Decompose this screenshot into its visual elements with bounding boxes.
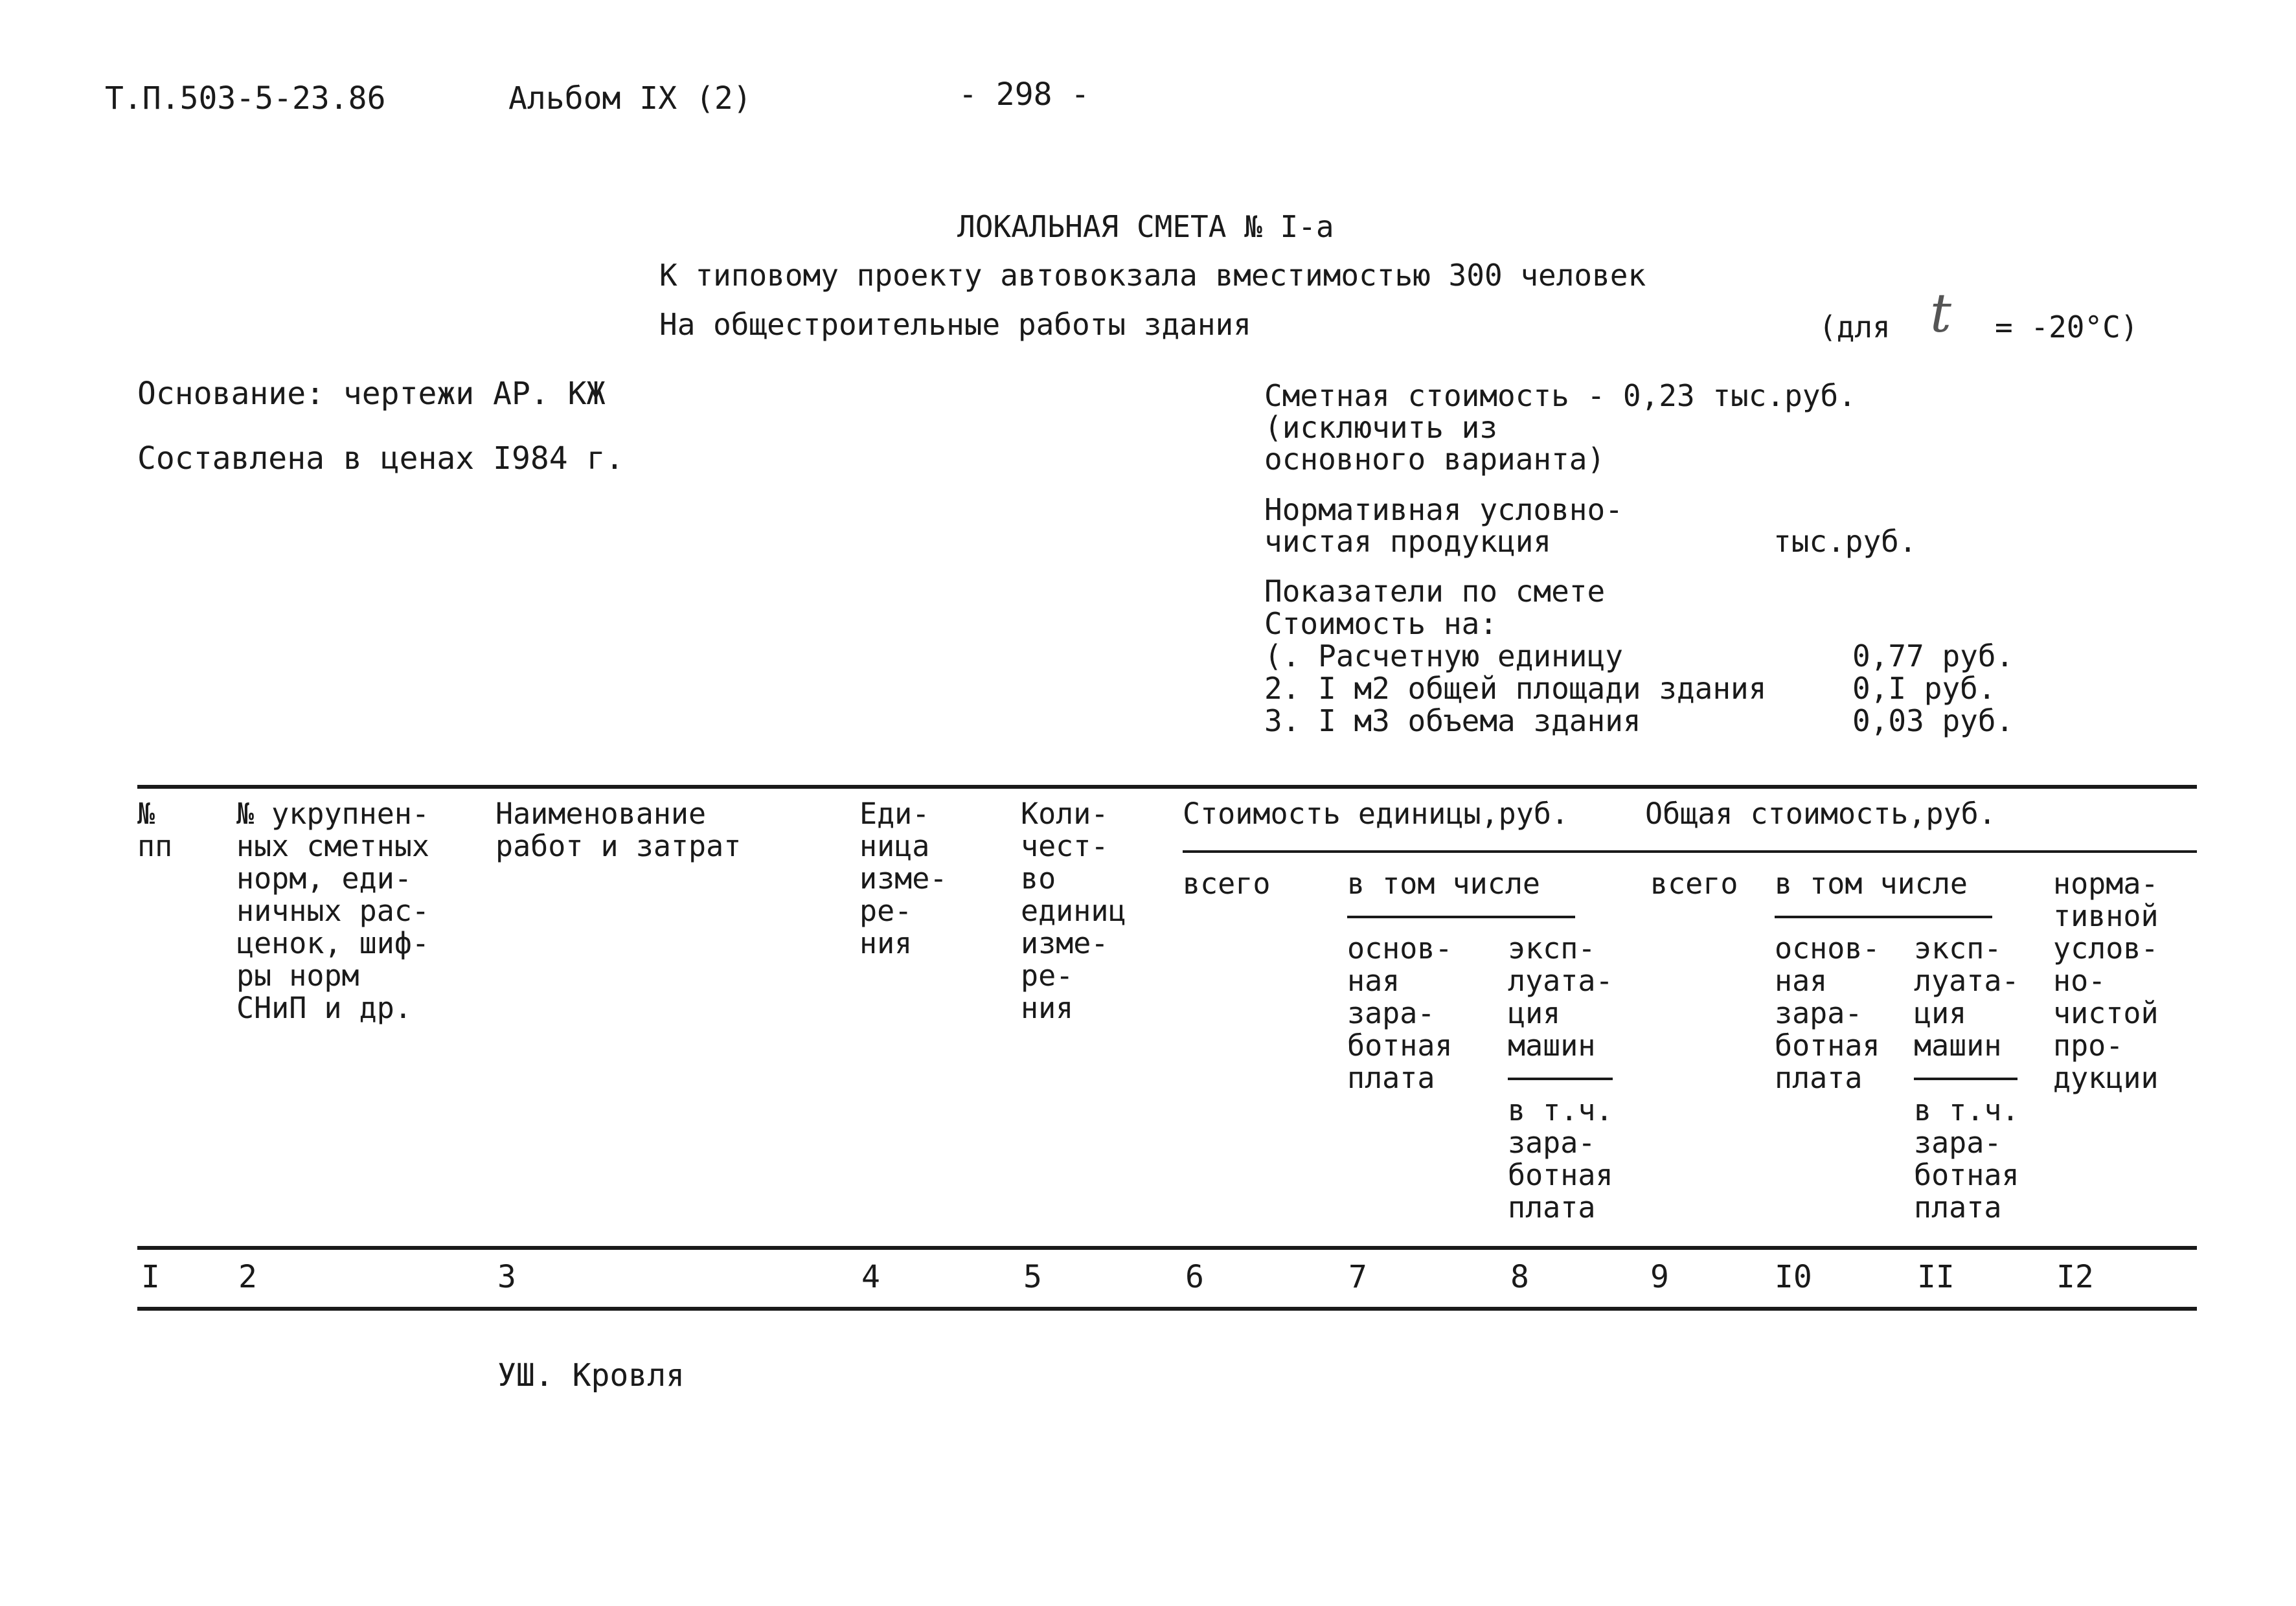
column-number: 4 — [861, 1259, 880, 1295]
header-unit-wage: основ- ная зара- ботная плата — [1347, 931, 1453, 1095]
header-unit-machine-wage: в т.ч. зара- ботная плата — [1508, 1093, 1613, 1225]
subgroup-rule-b — [1775, 916, 1992, 918]
column-number: 9 — [1650, 1259, 1669, 1295]
indicators-title: Показатели по смете — [1264, 574, 1606, 609]
subgroup-rule-a — [1347, 916, 1575, 918]
basis-drawings: Основание: чертежи АР. КЖ — [137, 376, 606, 412]
column-number: 8 — [1510, 1259, 1529, 1295]
header-total-total: всего — [1650, 866, 1738, 901]
column-number: 7 — [1348, 1259, 1367, 1295]
norm-product-label: Нормативная условно- — [1264, 492, 1623, 527]
header-unit-cost: Стоимость единицы,руб. — [1183, 797, 1569, 831]
column-number: I — [141, 1259, 160, 1295]
header-unit-total: всего — [1183, 866, 1271, 901]
estimate-cost-note-2: основного варианта) — [1264, 442, 1606, 477]
norm-product-unit: тыс.руб. — [1773, 524, 1917, 559]
project-subtitle: К типовому проекту автовокзала вместимостью 300 человек — [659, 258, 1646, 293]
machine-rule-b — [1914, 1078, 2018, 1080]
column-number: 6 — [1185, 1259, 1204, 1295]
machine-rule-a — [1508, 1078, 1613, 1080]
column-number: II — [1917, 1259, 1955, 1295]
estimate-cost: Сметная стоимость - 0,23 тыс.руб. — [1264, 378, 1856, 413]
cost-group-rule — [1183, 850, 2197, 853]
header-quantity: Коли- чест- во единиц изме- ре- ния — [1021, 797, 1126, 1025]
header-bottom-rule — [137, 1246, 2197, 1250]
works-subtitle: На общестроительные работы здания — [659, 307, 1251, 342]
column-number: I2 — [2056, 1259, 2094, 1295]
column-number: 2 — [238, 1259, 257, 1295]
table-bottom-rule — [137, 1307, 2197, 1311]
album-label: Альбом IX (2) — [508, 80, 752, 117]
header-normative-product: норма- тивной услов- но- чистой про- дукции — [2053, 866, 2159, 1095]
estimate-cost-note: (исключить из — [1264, 410, 1498, 445]
column-number: 3 — [497, 1259, 516, 1295]
indicator-3-value: 0,03 руб. — [1852, 703, 2014, 738]
indicator-1-value: 0,77 руб. — [1852, 639, 2014, 673]
page-number: - 298 - — [959, 76, 1090, 113]
norm-product-label-2: чистая продукция — [1264, 524, 1552, 559]
indicator-1-label: (. Расчетную единицу — [1264, 639, 1623, 673]
header-row-number: № пп — [137, 797, 173, 863]
estimate-title: ЛОКАЛЬНАЯ СМЕТА № I-а — [957, 209, 1334, 244]
header-total-machine-wage: в т.ч. зара- ботная плата — [1914, 1093, 2019, 1225]
indicator-3-label: 3. I м3 объема здания — [1264, 703, 1641, 738]
header-norm-code: № укрупнен- ных сметных норм, еди- ничных рас- ценок, шиф- ры норм СНиП и др. — [236, 797, 430, 1025]
header-total-wage: основ- ная зара- ботная плата — [1775, 931, 1880, 1095]
table-top-rule — [137, 785, 2197, 789]
header-unit: Еди- ница изме- ре- ния — [859, 797, 948, 960]
temperature-symbol: t — [1930, 283, 1951, 345]
section-title: УШ. Кровля — [497, 1357, 685, 1394]
indicators-subtitle: Стоимость на: — [1264, 606, 1498, 641]
header-work-name: Наименование работ и затрат — [495, 797, 742, 863]
header-total-cost: Общая стоимость,руб. — [1645, 797, 1996, 831]
header-total-including: в том числе — [1775, 866, 1968, 901]
basis-prices: Составлена в ценах I984 г. — [137, 440, 624, 477]
header-unit-machines: эксп- луата- ция машин — [1508, 931, 1613, 1063]
indicator-2-label: 2. I м2 общей площади здания — [1264, 671, 1767, 706]
temperature-value: = -20°С) — [1995, 310, 2139, 345]
temperature-prefix: (для — [1819, 310, 1891, 345]
header-unit-including: в том числе — [1347, 866, 1541, 901]
indicator-2-value: 0,I руб. — [1852, 671, 1996, 706]
header-total-machines: эксп- луата- ция машин — [1914, 931, 2019, 1063]
column-number: 5 — [1023, 1259, 1042, 1295]
document-code: Т.П.503-5-23.86 — [105, 80, 386, 117]
column-number: I0 — [1775, 1259, 1812, 1295]
